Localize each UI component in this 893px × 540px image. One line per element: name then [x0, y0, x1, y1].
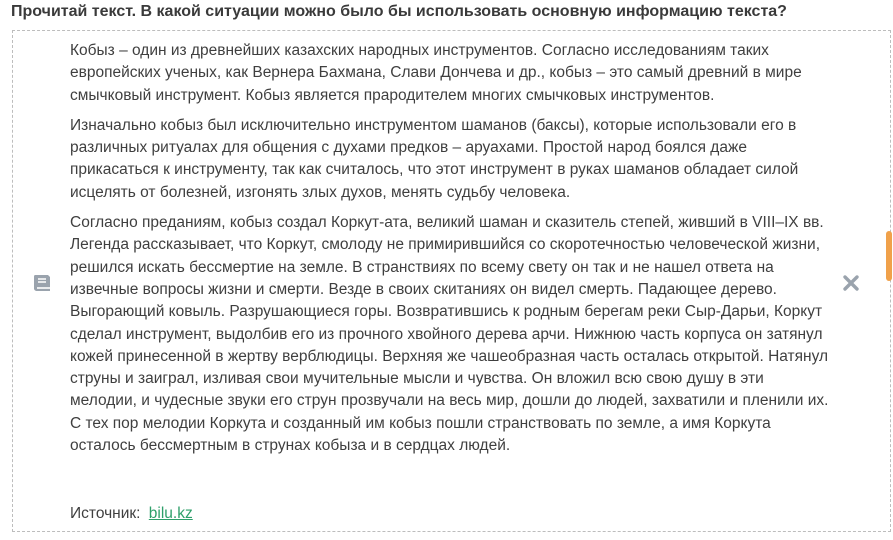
close-icon[interactable] — [842, 274, 860, 292]
question-title: Прочитай текст. В какой ситуации можно было бы использовать основную информацию текста? — [11, 3, 787, 20]
passage-text — [70, 40, 830, 465]
passage-paragraph-1: Кобыз – один из древнейших казахских народных инструментов. Согласно исследованиям таких европейских ученых, как Вернера Бахмана, Слави Дончева и др., кобыз – это самый древний в мире смычковый инструмент. Кобыз является прародителем многих смычковых инструментов. — [70, 42, 802, 104]
passage-paragraph-3: Согласно преданиям, кобыз создал Коркут-ата, великий шаман и сказитель степей, живший в VIII–IX вв. Легенда рассказывает, что Коркут, смолоду не примирившийся со скоротечностью человеческой жизни, решился искать бессмертие на земле. В странствиях по всему свету он так и не нашел ответа на извечные вопросы жизни и смерти. Везде в своих скитаниях он видел смерть. Падающее дерево. Выгорающий ковыль. Разрушающиеся горы. Возвратившись к родным берегам реки Сыр-Дарьи, Коркут сделал инструмент, выдолбив его из прочного хвойного дерева арчи. Нижнюю часть корпуса он затянул кожей принесенной в жертву верблюдицы. Верхняя же чашеобразная часть осталась открытой. Натянул струны и заиграл, изливая свои мучительные мысли и чувства. Он вложил всю свою душу в эти мелодии, и чудесные звуки его струн прозвучали на весь мир, дошли до людей, захватили и пленили их. С тех пор мелодии Коркута и созданный им кобыз пошли странствовать по земле, а имя Коркута осталось бессмертным в струнах кобыза и в сердцах людей. — [70, 214, 829, 455]
source-link[interactable]: bilu.kz — [148, 505, 193, 522]
source-line — [70, 503, 193, 525]
passage-card — [12, 30, 891, 532]
passage-paragraph-2: Изначально кобыз был исключительно инструментом шаманов (баксы), которые использовали его в различных ритуалах для общения с духами предков – аруахами. Простой народ боялся даже прикасаться к инструменту, так как считалось, что этот инструмент в руках шаманов обладает силой исцелять от болезней, изгонять злых духов, менять судьбу человека. — [70, 116, 799, 201]
book-icon — [31, 272, 53, 294]
scrollbar-thumb[interactable] — [886, 231, 892, 281]
source-label: Источник: — [70, 505, 141, 522]
